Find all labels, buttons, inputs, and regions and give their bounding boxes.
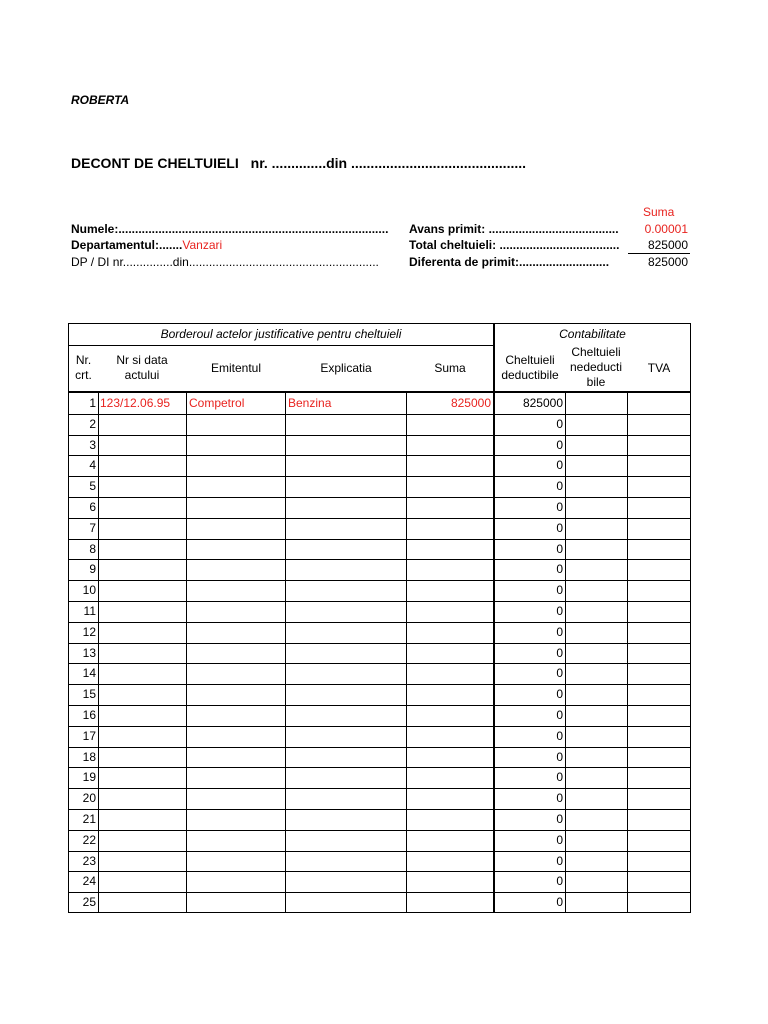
row-explicatia[interactable] [288, 435, 405, 455]
col-header-emitent: Emitentul [210, 361, 262, 375]
row-explicatia[interactable] [288, 684, 405, 704]
row-nr[interactable]: 10 [82, 583, 96, 597]
row-emitent[interactable] [189, 705, 284, 725]
row-explicatia[interactable] [288, 414, 405, 434]
row-nr-data[interactable] [100, 518, 185, 538]
row-nr-data[interactable] [100, 726, 185, 746]
row-emitent[interactable] [189, 559, 284, 579]
avans-value[interactable]: 0.00001 [644, 222, 688, 236]
row-suma[interactable] [407, 663, 491, 683]
row-suma[interactable] [407, 601, 491, 621]
row-explicatia[interactable] [288, 726, 405, 746]
row-nr-data[interactable] [100, 539, 185, 559]
table-bottom-border [68, 912, 691, 913]
row-nr[interactable]: 21 [82, 812, 96, 826]
row-suma[interactable] [407, 705, 491, 725]
row-emitent[interactable] [189, 497, 284, 517]
row-explicatia[interactable] [288, 643, 405, 663]
row-nr-data[interactable] [100, 871, 185, 891]
col-header-nedeductibile: Cheltuieli nededucti bile [569, 345, 623, 389]
total-underline [628, 253, 690, 254]
row-explicatia[interactable] [288, 663, 405, 683]
avans-label: Avans primit: ....................................... [409, 222, 619, 236]
row-explicatia[interactable] [288, 747, 405, 767]
row-deductibile[interactable]: 0 [556, 458, 563, 472]
row-emitent[interactable] [189, 643, 284, 663]
row-nr[interactable]: 9 [89, 562, 96, 576]
row-nr-data[interactable] [100, 497, 185, 517]
col-sep-3 [285, 392, 286, 913]
row-emitent[interactable] [189, 684, 284, 704]
row-suma[interactable] [407, 476, 491, 496]
row-explicatia[interactable] [288, 892, 405, 912]
row-suma[interactable]: 825000 [450, 396, 491, 410]
row-nr-data[interactable] [100, 892, 185, 912]
dp-di-label: DP / DI nr...............din......................................................... [71, 255, 379, 269]
table-top-border [68, 323, 691, 324]
row-suma[interactable] [407, 726, 491, 746]
row-deductibile[interactable]: 0 [556, 770, 563, 784]
col-sep-7 [627, 392, 628, 913]
row-nr-data[interactable] [100, 663, 185, 683]
row-nr[interactable]: 6 [89, 500, 96, 514]
row-suma[interactable] [407, 622, 491, 642]
row-nr[interactable]: 22 [82, 833, 96, 847]
row-nr[interactable]: 12 [82, 625, 96, 639]
row-nr-data[interactable] [100, 767, 185, 787]
row-deductibile[interactable]: 0 [556, 417, 563, 431]
row-deductibile[interactable]: 0 [556, 542, 563, 556]
row-suma[interactable] [407, 559, 491, 579]
row-nr-data[interactable] [100, 705, 185, 725]
row-emitent[interactable] [189, 663, 284, 683]
col-sep-2 [186, 392, 187, 913]
row-deductibile[interactable]: 0 [556, 729, 563, 743]
row-nr-data[interactable] [100, 809, 185, 829]
departament-row [71, 238, 222, 252]
row-nr-data[interactable] [100, 476, 185, 496]
row-deductibile[interactable]: 0 [556, 812, 563, 826]
row-emitent[interactable] [189, 830, 284, 850]
row-nr-data[interactable] [100, 830, 185, 850]
row-deductibile[interactable]: 0 [556, 791, 563, 805]
col-sep-6 [565, 392, 566, 913]
col-header-deductibile: Cheltuieli deductibile [501, 353, 559, 382]
row-suma[interactable] [407, 497, 491, 517]
row-deductibile[interactable]: 0 [556, 438, 563, 452]
row-emitent[interactable] [189, 851, 284, 871]
row-deductibile[interactable]: 0 [556, 895, 563, 909]
row-suma[interactable] [407, 767, 491, 787]
row-suma[interactable] [407, 788, 491, 808]
row-explicatia[interactable] [288, 767, 405, 787]
row-deductibile[interactable]: 0 [556, 687, 563, 701]
row-deductibile[interactable]: 0 [556, 874, 563, 888]
row-suma[interactable] [407, 580, 491, 600]
row-nr[interactable]: 15 [82, 687, 96, 701]
row-suma[interactable] [407, 747, 491, 767]
col-header-nr-crt: Nr. crt. [75, 353, 92, 382]
row-explicatia[interactable] [288, 851, 405, 871]
contabilitate-title: Contabilitate [559, 327, 626, 341]
row-nr[interactable]: 2 [89, 417, 96, 431]
row-explicatia[interactable] [288, 497, 405, 517]
row-explicatia[interactable] [288, 539, 405, 559]
row-deductibile[interactable]: 0 [556, 646, 563, 660]
row-deductibile[interactable]: 0 [556, 833, 563, 847]
row-nr[interactable]: 25 [82, 895, 96, 909]
row-suma[interactable] [407, 851, 491, 871]
total-cheltuieli-value[interactable]: 825000 [647, 238, 688, 252]
row-deductibile[interactable]: 0 [556, 854, 563, 868]
borderou-title: Borderoul actelor justificative pentru cheltuieli [160, 327, 402, 341]
row-suma[interactable] [407, 643, 491, 663]
row-emitent[interactable] [189, 601, 284, 621]
row-nr-data[interactable] [100, 851, 185, 871]
row-explicatia[interactable] [288, 871, 405, 891]
row-emitent[interactable] [189, 476, 284, 496]
row-suma[interactable] [407, 414, 491, 434]
diferenta-label: Diferenta de primit:........................... [409, 255, 610, 269]
row-nr-data[interactable] [100, 601, 185, 621]
row-explicatia[interactable] [288, 455, 405, 475]
row-suma[interactable] [407, 435, 491, 455]
col-header-nr-data: Nr si data actului [116, 353, 168, 382]
col-header-suma: Suma [434, 361, 466, 375]
row-explicatia[interactable] [288, 518, 405, 538]
row-nr[interactable]: 16 [82, 708, 96, 722]
row-suma[interactable] [407, 809, 491, 829]
row-explicatia[interactable] [288, 580, 405, 600]
row-emitent[interactable]: Competrol [189, 396, 245, 410]
row-nr[interactable]: 18 [82, 750, 96, 764]
row-nr[interactable]: 8 [89, 542, 96, 556]
row-deductibile[interactable]: 0 [556, 562, 563, 576]
row-nr[interactable]: 19 [82, 770, 96, 784]
col-header-explicatia: Explicatia [320, 361, 372, 375]
col-sep-1 [98, 392, 99, 913]
row-emitent[interactable] [189, 455, 284, 475]
row-nr-data[interactable] [100, 788, 185, 808]
departament-value[interactable]: Vanzari [182, 238, 223, 252]
row-emitent[interactable] [189, 892, 284, 912]
row-nr[interactable]: 11 [83, 604, 96, 618]
row-emitent[interactable] [189, 435, 284, 455]
row-nr[interactable]: 4 [89, 458, 96, 472]
left-section-divider [68, 345, 493, 346]
row-nr[interactable]: 17 [82, 729, 96, 743]
document-title [71, 155, 526, 171]
row-emitent[interactable] [189, 747, 284, 767]
row-deductibile[interactable]: 0 [556, 625, 563, 639]
row-nr-data[interactable] [100, 455, 185, 475]
row-deductibile[interactable]: 0 [556, 479, 563, 493]
row-nr[interactable]: 13 [82, 646, 96, 660]
row-nr-data[interactable] [100, 435, 185, 455]
row-suma[interactable] [407, 518, 491, 538]
row-suma[interactable] [407, 830, 491, 850]
row-emitent[interactable] [189, 871, 284, 891]
row-explicatia[interactable] [288, 622, 405, 642]
row-explicatia[interactable] [288, 788, 405, 808]
row-deductibile[interactable]: 0 [556, 583, 563, 597]
row-nr-data[interactable] [100, 622, 185, 642]
total-cheltuieli-label: Total cheltuieli: .................................... [409, 238, 620, 252]
row-nr-data[interactable] [100, 643, 185, 663]
col-header-tva: TVA [647, 361, 671, 375]
row-nr[interactable]: 1 [89, 396, 96, 410]
row-emitent[interactable] [189, 414, 284, 434]
suma-header: Suma [643, 205, 675, 219]
row-explicatia[interactable] [288, 705, 405, 725]
row-nr-data[interactable]: 123/12.06.95 [100, 396, 171, 410]
row-emitent[interactable] [189, 788, 284, 808]
title-number-date: nr. ..............din ............................................. [250, 155, 527, 171]
row-explicatia[interactable] [288, 830, 405, 850]
row-deductibile[interactable]: 825000 [522, 396, 563, 410]
row-nr-data[interactable] [100, 414, 185, 434]
row-nr[interactable]: 14 [82, 666, 96, 680]
table-right-border [690, 323, 691, 913]
row-explicatia[interactable]: Benzina [288, 396, 332, 410]
row-deductibile[interactable]: 0 [556, 521, 563, 535]
row-emitent[interactable] [189, 518, 284, 538]
row-nr-data[interactable] [100, 559, 185, 579]
row-explicatia[interactable] [288, 601, 405, 621]
row-emitent[interactable] [189, 539, 284, 559]
row-nr-data[interactable] [100, 580, 185, 600]
numele-label: Numele:................................................................................. [71, 222, 389, 236]
row-deductibile[interactable]: 0 [556, 604, 563, 618]
company-name: ROBERTA [71, 93, 130, 107]
row-emitent[interactable] [189, 622, 284, 642]
diferenta-value[interactable]: 825000 [647, 255, 688, 269]
row-deductibile[interactable]: 0 [556, 666, 563, 680]
row-emitent[interactable] [189, 809, 284, 829]
row-emitent[interactable] [189, 726, 284, 746]
row-nr[interactable]: 7 [89, 521, 96, 535]
row-deductibile[interactable]: 0 [556, 500, 563, 514]
row-deductibile[interactable]: 0 [556, 708, 563, 722]
row-suma[interactable] [407, 455, 491, 475]
row-nr[interactable]: 3 [89, 438, 96, 452]
row-nr[interactable]: 20 [82, 791, 96, 805]
title-label: DECONT DE CHELTUIELI [71, 155, 239, 171]
row-deductibile[interactable]: 0 [556, 750, 563, 764]
row-explicatia[interactable] [288, 559, 405, 579]
row-nr[interactable]: 24 [82, 874, 96, 888]
row-suma[interactable] [407, 871, 491, 891]
row-emitent[interactable] [189, 767, 284, 787]
row-explicatia[interactable] [288, 809, 405, 829]
row-suma[interactable] [407, 892, 491, 912]
row-nr-data[interactable] [100, 684, 185, 704]
row-suma[interactable] [407, 684, 491, 704]
row-nr-data[interactable] [100, 747, 185, 767]
row-nr[interactable]: 5 [89, 479, 96, 493]
row-suma[interactable] [407, 539, 491, 559]
row-nr[interactable]: 23 [82, 854, 96, 868]
row-explicatia[interactable] [288, 476, 405, 496]
row-emitent[interactable] [189, 580, 284, 600]
departament-label: Departamentul:....... [71, 238, 183, 252]
